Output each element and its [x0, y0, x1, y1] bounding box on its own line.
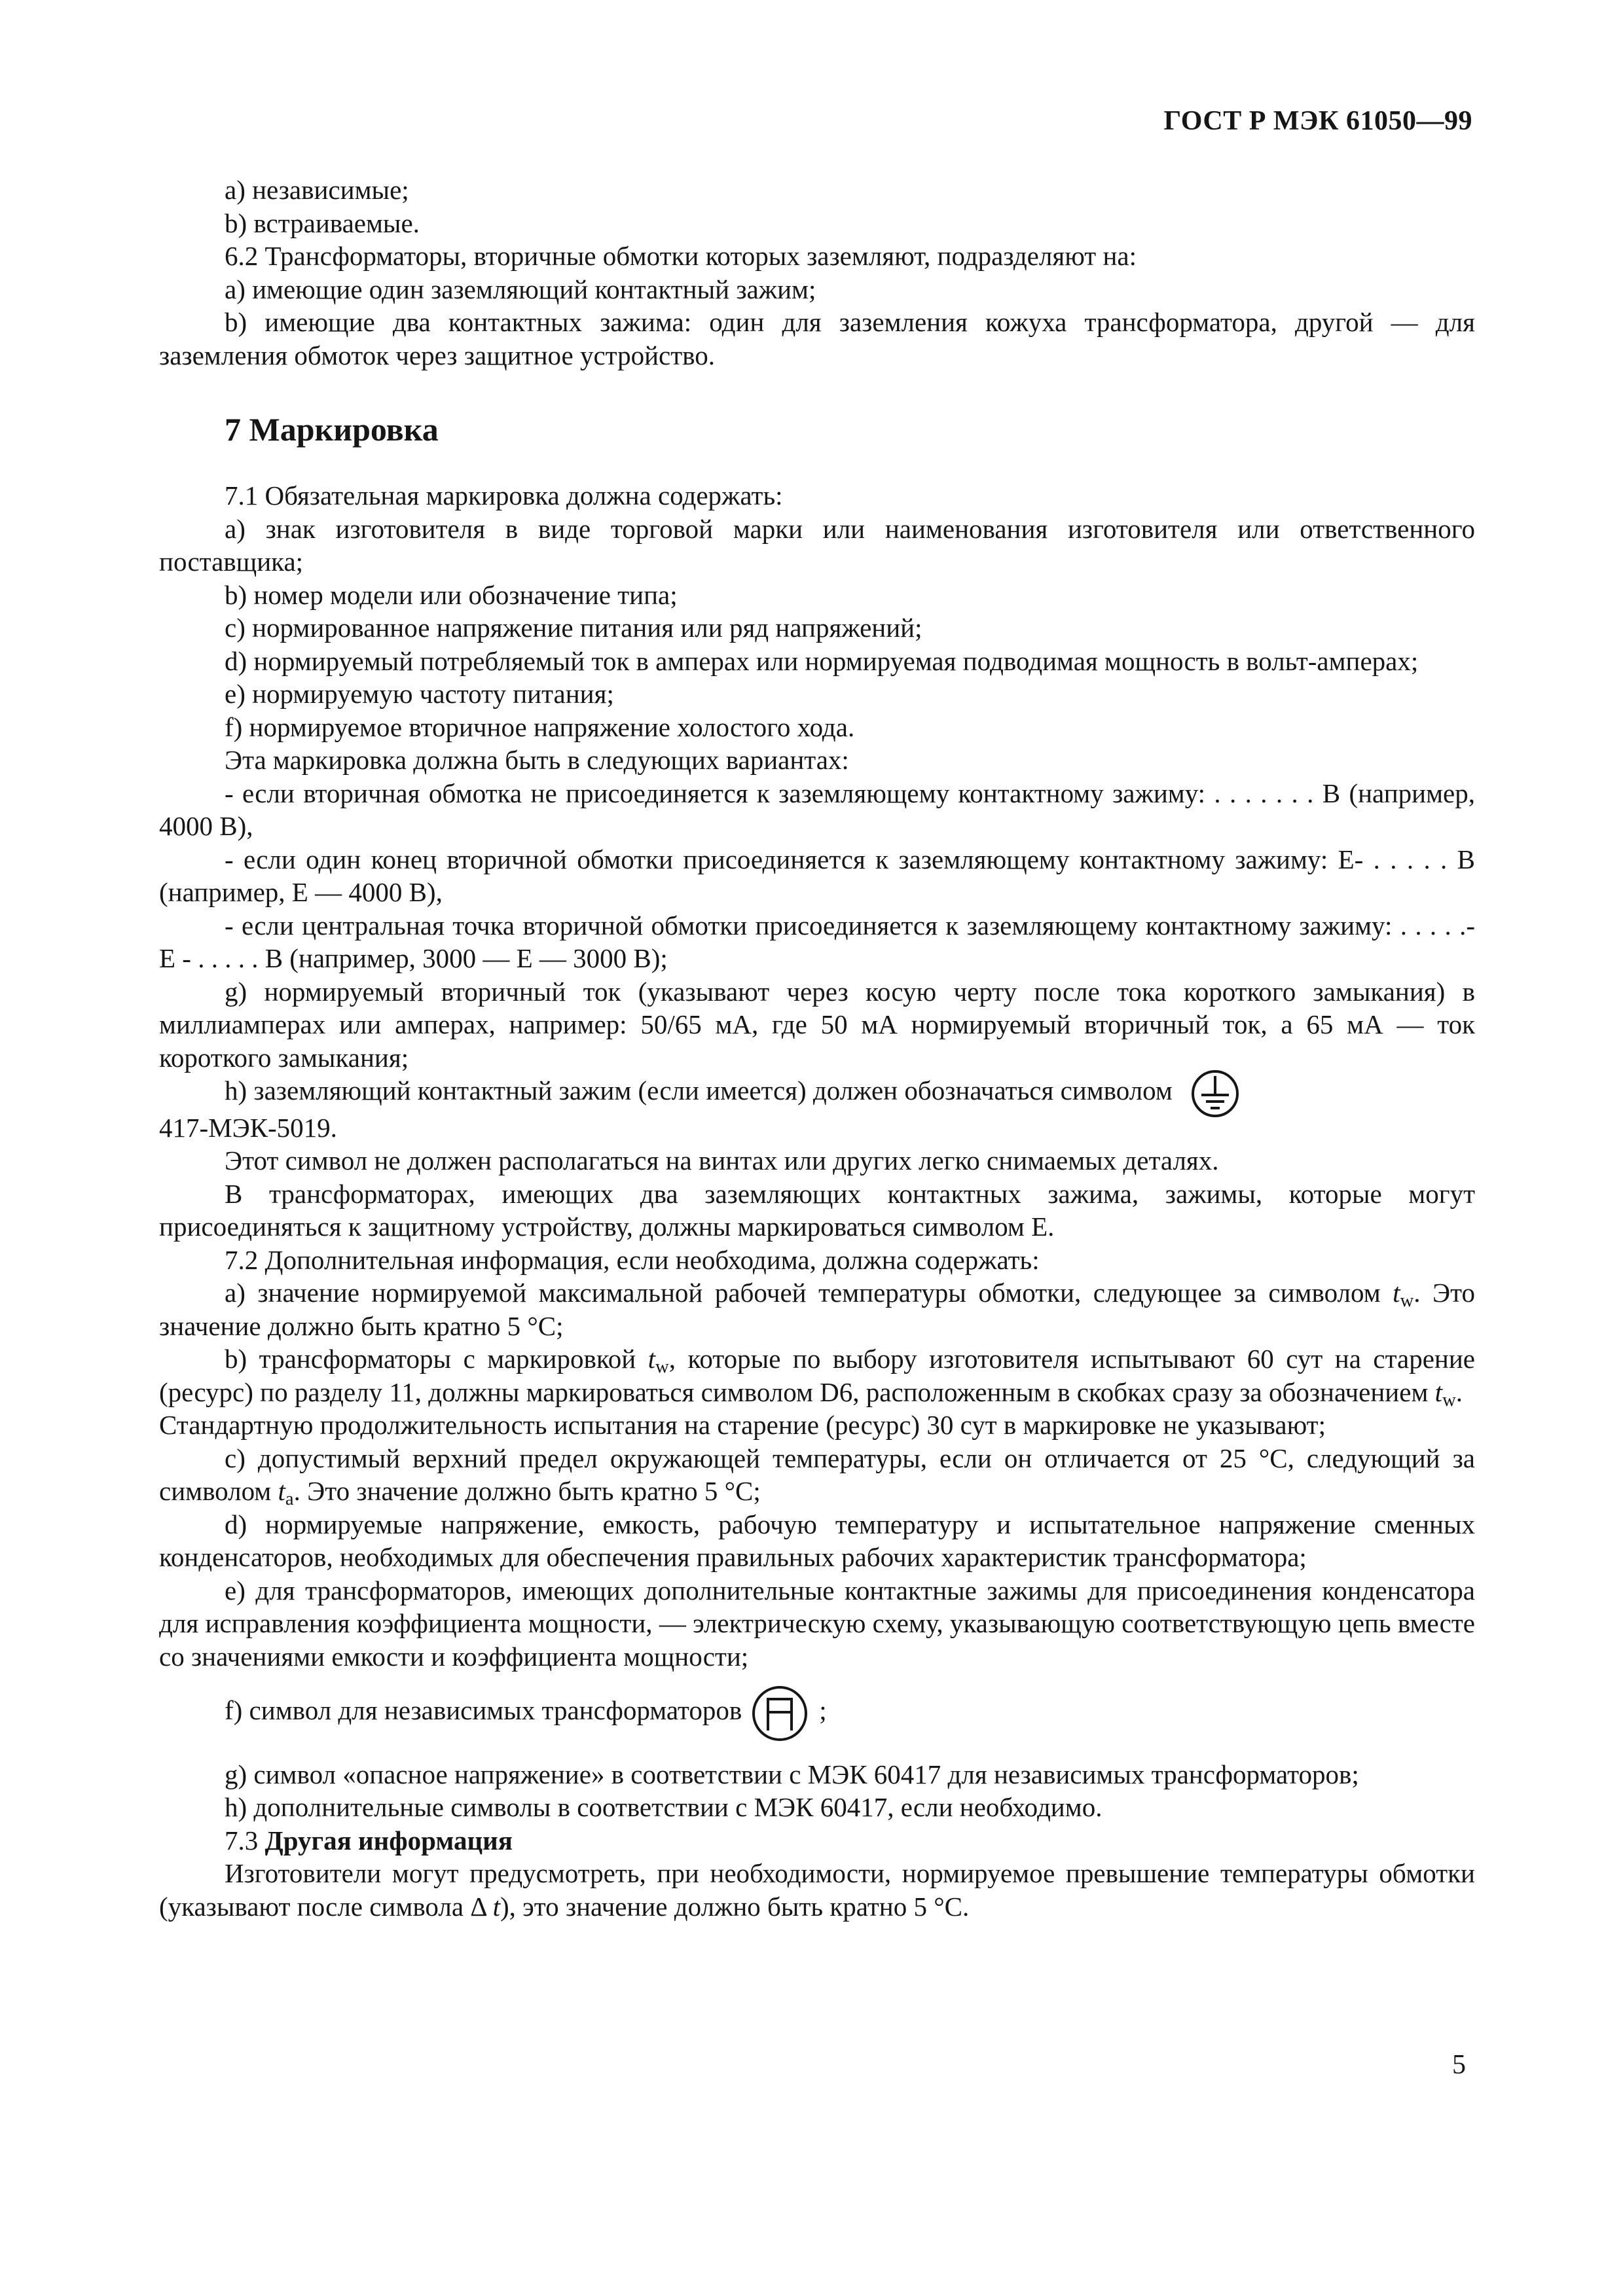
document-body — [159, 173, 1475, 1923]
list-item: - если центральная точка вторичной обмотки присоединяется к заземляющему контактному зажиму: . . . . .- Е - . . . . . В (например, 3000 — Е — 3000 В); — [159, 910, 1475, 973]
clause-7-1: 7.1 Обязательная маркировка должна содержать: — [225, 480, 783, 511]
list-item — [159, 1074, 1475, 1144]
paragraph: Этот символ не должен располагаться на винтах или других легко снимаемых деталях. — [225, 1145, 1219, 1176]
clause-heading: Другая информация — [264, 1825, 513, 1856]
list-item: - если вторичная обмотка не присоединяется к заземляющему контактному зажиму: . . . . . . . В (например, 4000 В), — [159, 778, 1475, 841]
list-item: b) встраиваемые. — [225, 207, 420, 238]
page-number: 5 — [1452, 2050, 1466, 2080]
clause-6-2: 6.2 Трансформаторы, вторичные обмотки которых заземляют, подразделяют на: — [225, 241, 1137, 271]
list-item: b) номер модели или обозначение типа; — [225, 579, 678, 610]
clause-7-2: 7.2 Дополнительная информация, если необходима, должна содержать: — [225, 1244, 1040, 1275]
list-item: g) символ «опасное напряжение» в соответствии с МЭК 60417 для независимых трансформаторов; — [225, 1759, 1359, 1789]
clause-7-3: 7.3 Другая информация — [225, 1825, 513, 1856]
list-item: e) нормируемую частоту питания; — [225, 679, 614, 709]
list-item: а) имеющие один заземляющий контактный зажим; — [225, 274, 816, 304]
list-item: - если один конец вторичной обмотки присоединяется к заземляющему контактному зажиму: Е- . . . . . В (например, Е — 4000 В), — [159, 844, 1475, 907]
list-item: d) нормируемый потребляемый ток в амперах или нормируемая подводимая мощность в вольт-амперах; — [225, 645, 1419, 676]
list-item: g) нормируемый вторичный ток (указывают через косую черту после тока короткого замыкания) в миллиамперах или амперах, например: 50/65 мА, где 50 мА нормируемый вторичный ток, а 65 мА — ток короткого замыкания; — [159, 976, 1475, 1073]
list-item: а) независимые; — [225, 175, 409, 205]
paragraph: Изготовители могут предусмотреть, при необходимости, нормируемое превышение температуры обмотки (указывают после символа Δ t), это значение должно быть кратно 5 °С. — [159, 1858, 1475, 1922]
independent-transformer-icon — [750, 1683, 810, 1744]
list-item: f) символ для независимых трансформаторов ; — [159, 1694, 1475, 1731]
list-item: с) допустимый верхний предел окружающей температуры, если он отличается от 25 °С, следующий за символом $t_a$. Это значение должно быть кратно 5 °С; — [159, 1443, 1475, 1510]
document-id-header: ГОСТ Р МЭК 61050—99 — [1163, 106, 1472, 136]
list-item: b) имеющие два контактных зажима: один для заземления кожуха трансформатора, другой — для заземления обмоток через защитное устройство. — [159, 307, 1475, 370]
paragraph: Эта маркировка должна быть в следующих вариантах: — [225, 745, 849, 775]
list-item: d) нормируемые напряжение, емкость, рабочую температуру и испытательное напряжение сменных конденсаторов, необходимых для обеспечения правильных рабочих характеристик трансформатора; — [159, 1509, 1475, 1573]
paragraph: В трансформаторах, имеющих два заземляющих контактных зажима, зажимы, которые могут присоединяться к защитному устройству, должны маркироваться символом Е. — [159, 1178, 1475, 1242]
section-title: 7 Маркировка — [225, 411, 439, 448]
list-item: а) знак изготовителя в виде торговой марки или наименования изготовителя или ответственного поставщика; — [159, 513, 1475, 577]
list-item: b) трансформаторы с маркировкой $t_w$, которые по выбору изготовителя испытывают 60 сут на старение (ресурс) по разделу 11, должны маркироваться символом D6, расположенным в скобках сразу за обозначением $t_w$. — [159, 1344, 1476, 1410]
list-item: а) значение нормируемой максимальной рабочей температуры обмотки, следующее за символом $t_w$. Это значение должно быть кратно 5 °С; — [159, 1278, 1475, 1341]
paragraph: Стандартную продолжительность испытания на старение (ресурс) 30 сут в маркировке не указывают; — [159, 1410, 1326, 1441]
protective-earth-icon — [1190, 1068, 1241, 1119]
list-item: c) нормированное напряжение питания или ряд напряжений; — [225, 613, 922, 643]
list-item: h) дополнительные символы в соответствии с МЭК 60417, если необходимо. — [225, 1792, 1103, 1823]
list-item: е) для трансформаторов, имеющих дополнительные контактные зажимы для присоединения конденсатора для исправления коэффициента мощности, — электрическую схему, указывающую соответствующую цепь вместе со значениями емкости и коэффициента мощности; — [159, 1575, 1475, 1672]
paragraph-text: 417-МЭК-5019. — [159, 1112, 337, 1143]
paragraph-text: h) заземляющий контактный зажим (если имеется) должен обозначаться символом — [225, 1075, 1173, 1105]
list-item: f) нормируемое вторичное напряжение холостого хода. — [225, 711, 855, 742]
